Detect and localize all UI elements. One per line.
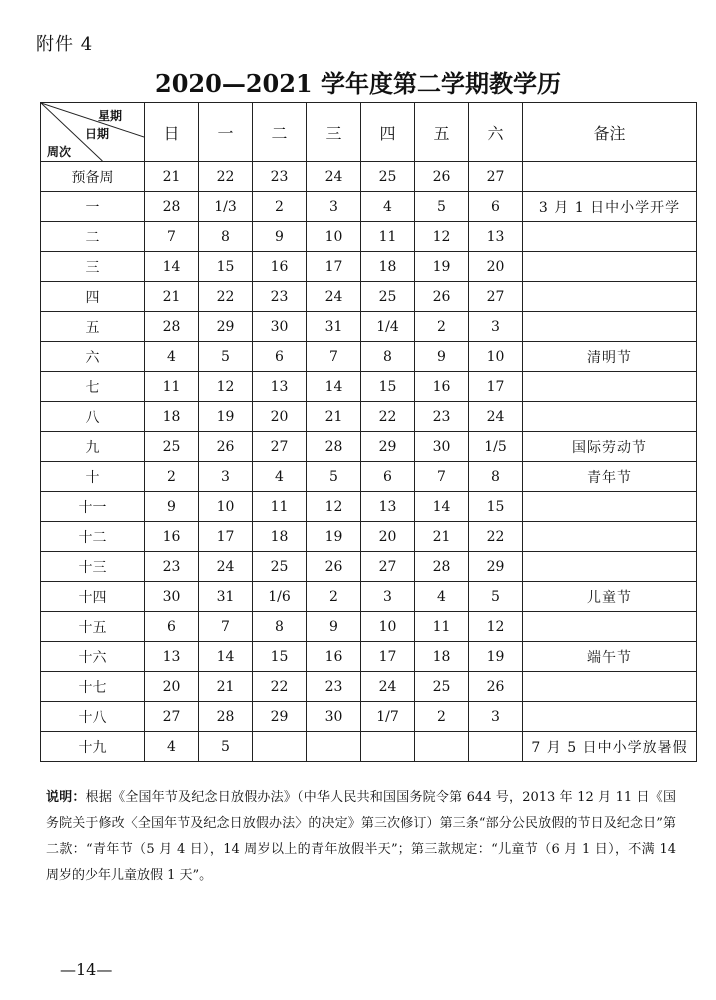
date-cell: 17 [199,522,253,552]
date-cell: 24 [307,162,361,192]
date-cell: 28 [145,312,199,342]
date-cell: 14 [199,642,253,672]
note-cell [523,402,697,432]
note-cell: 端午节 [523,642,697,672]
date-cell: 17 [361,642,415,672]
date-cell: 30 [145,582,199,612]
date-cell [253,732,307,762]
date-cell: 19 [415,252,469,282]
date-cell: 13 [145,642,199,672]
note-cell [523,702,697,732]
date-cell: 23 [253,162,307,192]
date-cell: 1/5 [469,432,523,462]
date-cell: 22 [469,522,523,552]
table-row [41,582,697,612]
table-row [41,282,697,312]
date-cell: 12 [469,612,523,642]
week-cell: 一 [41,192,145,222]
note-cell: 清明节 [523,342,697,372]
date-cell: 8 [253,612,307,642]
date-cell: 7 [307,342,361,372]
note-cell [523,312,697,342]
date-cell: 6 [469,192,523,222]
date-cell: 27 [361,552,415,582]
date-cell: 7 [145,222,199,252]
date-cell: 21 [307,402,361,432]
date-cell: 4 [145,342,199,372]
week-cell: 十五 [41,612,145,642]
date-cell: 14 [307,372,361,402]
date-cell: 5 [307,462,361,492]
note-cell: 7 月 5 日中小学放暑假 [523,732,697,762]
description [46,785,676,889]
note-cell [523,672,697,702]
note-cell: 国际劳动节 [523,432,697,462]
week-cell: 十一 [41,492,145,522]
note-cell [523,552,697,582]
description-lead: 说明： [46,790,86,805]
date-cell: 28 [199,702,253,732]
table-row [41,702,697,732]
date-cell: 22 [199,282,253,312]
date-cell: 25 [361,162,415,192]
date-cell: 11 [415,612,469,642]
day-header-sun: 日 [145,103,199,162]
week-cell: 十六 [41,642,145,672]
date-cell: 27 [253,432,307,462]
calendar-table [40,102,697,762]
date-cell: 3 [361,582,415,612]
calendar-body [41,162,697,762]
date-cell: 12 [415,222,469,252]
date-cell: 29 [253,702,307,732]
date-cell: 26 [199,432,253,462]
table-row [41,492,697,522]
date-cell: 6 [253,342,307,372]
date-cell: 2 [415,702,469,732]
note-cell [523,282,697,312]
date-cell: 9 [415,342,469,372]
date-cell: 27 [469,282,523,312]
date-cell: 28 [145,192,199,222]
date-cell: 3 [469,702,523,732]
date-cell: 29 [361,432,415,462]
date-cell: 8 [199,222,253,252]
date-cell: 10 [307,222,361,252]
table-row [41,672,697,702]
date-cell: 18 [145,402,199,432]
date-cell: 24 [307,282,361,312]
date-cell: 31 [199,582,253,612]
date-cell: 29 [469,552,523,582]
date-cell: 30 [415,432,469,462]
date-cell: 11 [145,372,199,402]
week-cell: 二 [41,222,145,252]
date-cell: 26 [415,162,469,192]
date-cell: 25 [253,552,307,582]
date-cell: 11 [253,492,307,522]
date-cell: 7 [415,462,469,492]
date-cell: 15 [361,372,415,402]
week-cell: 七 [41,372,145,402]
day-header-tue: 二 [253,103,307,162]
note-cell [523,522,697,552]
day-header-thu: 四 [361,103,415,162]
date-cell: 20 [469,252,523,282]
date-cell: 26 [307,552,361,582]
attachment-label: 附件 4 [36,34,94,55]
date-cell: 28 [415,552,469,582]
day-header-sat: 六 [469,103,523,162]
table-row [41,522,697,552]
week-cell: 十三 [41,552,145,582]
date-cell: 1/3 [199,192,253,222]
date-cell: 15 [469,492,523,522]
table-row [41,462,697,492]
date-cell: 21 [415,522,469,552]
date-cell: 16 [415,372,469,402]
page-number: —14— [60,960,113,979]
date-cell: 30 [307,702,361,732]
date-cell: 8 [361,342,415,372]
date-cell: 22 [199,162,253,192]
date-cell: 15 [253,642,307,672]
date-cell: 3 [469,312,523,342]
week-cell: 八 [41,402,145,432]
date-cell: 13 [469,222,523,252]
table-row [41,372,697,402]
date-cell: 9 [145,492,199,522]
date-cell [415,732,469,762]
date-cell: 5 [469,582,523,612]
day-header-wed: 三 [307,103,361,162]
date-cell [469,732,523,762]
table-row [41,342,697,372]
date-cell: 21 [145,282,199,312]
date-cell: 4 [145,732,199,762]
date-cell: 23 [415,402,469,432]
date-cell: 12 [199,372,253,402]
document-title: 2020—2021 学年度第二学期教学历 [155,69,561,98]
date-cell: 1/4 [361,312,415,342]
date-cell: 7 [199,612,253,642]
date-cell: 13 [253,372,307,402]
table-row [41,432,697,462]
date-cell: 20 [361,522,415,552]
date-cell: 27 [145,702,199,732]
day-header-fri: 五 [415,103,469,162]
date-cell: 3 [307,192,361,222]
date-cell: 31 [307,312,361,342]
date-cell: 10 [469,342,523,372]
date-cell: 8 [469,462,523,492]
day-header-mon: 一 [199,103,253,162]
table-header-row [41,103,697,162]
table-row [41,312,697,342]
note-cell: 3 月 1 日中小学开学 [523,192,697,222]
week-cell: 十四 [41,582,145,612]
date-cell: 16 [307,642,361,672]
date-cell: 27 [469,162,523,192]
date-cell: 26 [415,282,469,312]
description-text: 根据《全国年节及纪念日放假办法》（中华人民共和国国务院令第 644 号，2013 年 12 月 11 日《国务院关于修改〈全国年节及纪念日放假办法〉的决定》第三次修订）第三条“部分公民放假的节日及纪念日”第二款：“青年节（5 月 4 日），14 周岁以上的青年放假半天”；第三款规定：“儿童节（6 月 1 日），不满 14 周岁的少年儿童放假 1 天”。 [46,790,676,883]
note-header: 备注 [523,103,697,162]
table-row [41,222,697,252]
date-cell: 18 [361,252,415,282]
week-cell: 十八 [41,702,145,732]
date-cell: 1/6 [253,582,307,612]
date-cell: 29 [199,312,253,342]
date-cell: 12 [307,492,361,522]
date-cell: 24 [469,402,523,432]
note-cell [523,162,697,192]
week-cell: 预备周 [41,162,145,192]
date-cell: 10 [199,492,253,522]
date-cell: 5 [415,192,469,222]
date-cell: 2 [415,312,469,342]
note-cell [523,612,697,642]
date-cell: 22 [361,402,415,432]
date-cell: 5 [199,732,253,762]
week-cell: 四 [41,282,145,312]
date-cell: 17 [469,372,523,402]
note-cell [523,222,697,252]
date-cell: 20 [145,672,199,702]
date-cell: 4 [415,582,469,612]
date-cell: 5 [199,342,253,372]
date-cell: 2 [253,192,307,222]
date-cell: 21 [199,672,253,702]
date-cell: 16 [145,522,199,552]
date-cell: 23 [145,552,199,582]
date-cell: 21 [145,162,199,192]
date-cell: 28 [307,432,361,462]
corner-date-label: 日期 [85,127,110,141]
note-cell: 儿童节 [523,582,697,612]
date-cell: 25 [361,282,415,312]
date-cell: 6 [361,462,415,492]
date-cell: 24 [361,672,415,702]
corner-week-label: 周次 [47,145,72,159]
table-row [41,192,697,222]
date-cell: 23 [253,282,307,312]
table-row [41,162,697,192]
week-cell: 十九 [41,732,145,762]
date-cell: 24 [199,552,253,582]
table-row [41,642,697,672]
note-cell [523,492,697,522]
date-cell: 14 [145,252,199,282]
date-cell: 17 [307,252,361,282]
note-cell [523,372,697,402]
date-cell: 2 [307,582,361,612]
table-row [41,612,697,642]
date-cell [361,732,415,762]
week-cell: 三 [41,252,145,282]
date-cell: 23 [307,672,361,702]
table-row [41,732,697,762]
corner-cell [41,103,145,162]
date-cell [307,732,361,762]
week-cell: 十二 [41,522,145,552]
date-cell: 25 [145,432,199,462]
date-cell: 16 [253,252,307,282]
date-cell: 1/7 [361,702,415,732]
date-cell: 9 [307,612,361,642]
date-cell: 26 [469,672,523,702]
date-cell: 25 [415,672,469,702]
date-cell: 19 [307,522,361,552]
date-cell: 18 [415,642,469,672]
date-cell: 10 [361,612,415,642]
table-row [41,402,697,432]
week-cell: 五 [41,312,145,342]
date-cell: 14 [415,492,469,522]
table-row [41,552,697,582]
date-cell: 18 [253,522,307,552]
week-cell: 十 [41,462,145,492]
date-cell: 22 [253,672,307,702]
date-cell: 20 [253,402,307,432]
date-cell: 3 [199,462,253,492]
date-cell: 13 [361,492,415,522]
note-cell [523,252,697,282]
corner-weekday-label: 星期 [97,109,122,123]
week-cell: 六 [41,342,145,372]
date-cell: 6 [145,612,199,642]
week-cell: 九 [41,432,145,462]
date-cell: 19 [469,642,523,672]
date-cell: 11 [361,222,415,252]
date-cell: 30 [253,312,307,342]
date-cell: 19 [199,402,253,432]
date-cell: 15 [199,252,253,282]
week-cell: 十七 [41,672,145,702]
note-cell: 青年节 [523,462,697,492]
date-cell: 4 [361,192,415,222]
date-cell: 2 [145,462,199,492]
table-row [41,252,697,282]
date-cell: 9 [253,222,307,252]
date-cell: 4 [253,462,307,492]
